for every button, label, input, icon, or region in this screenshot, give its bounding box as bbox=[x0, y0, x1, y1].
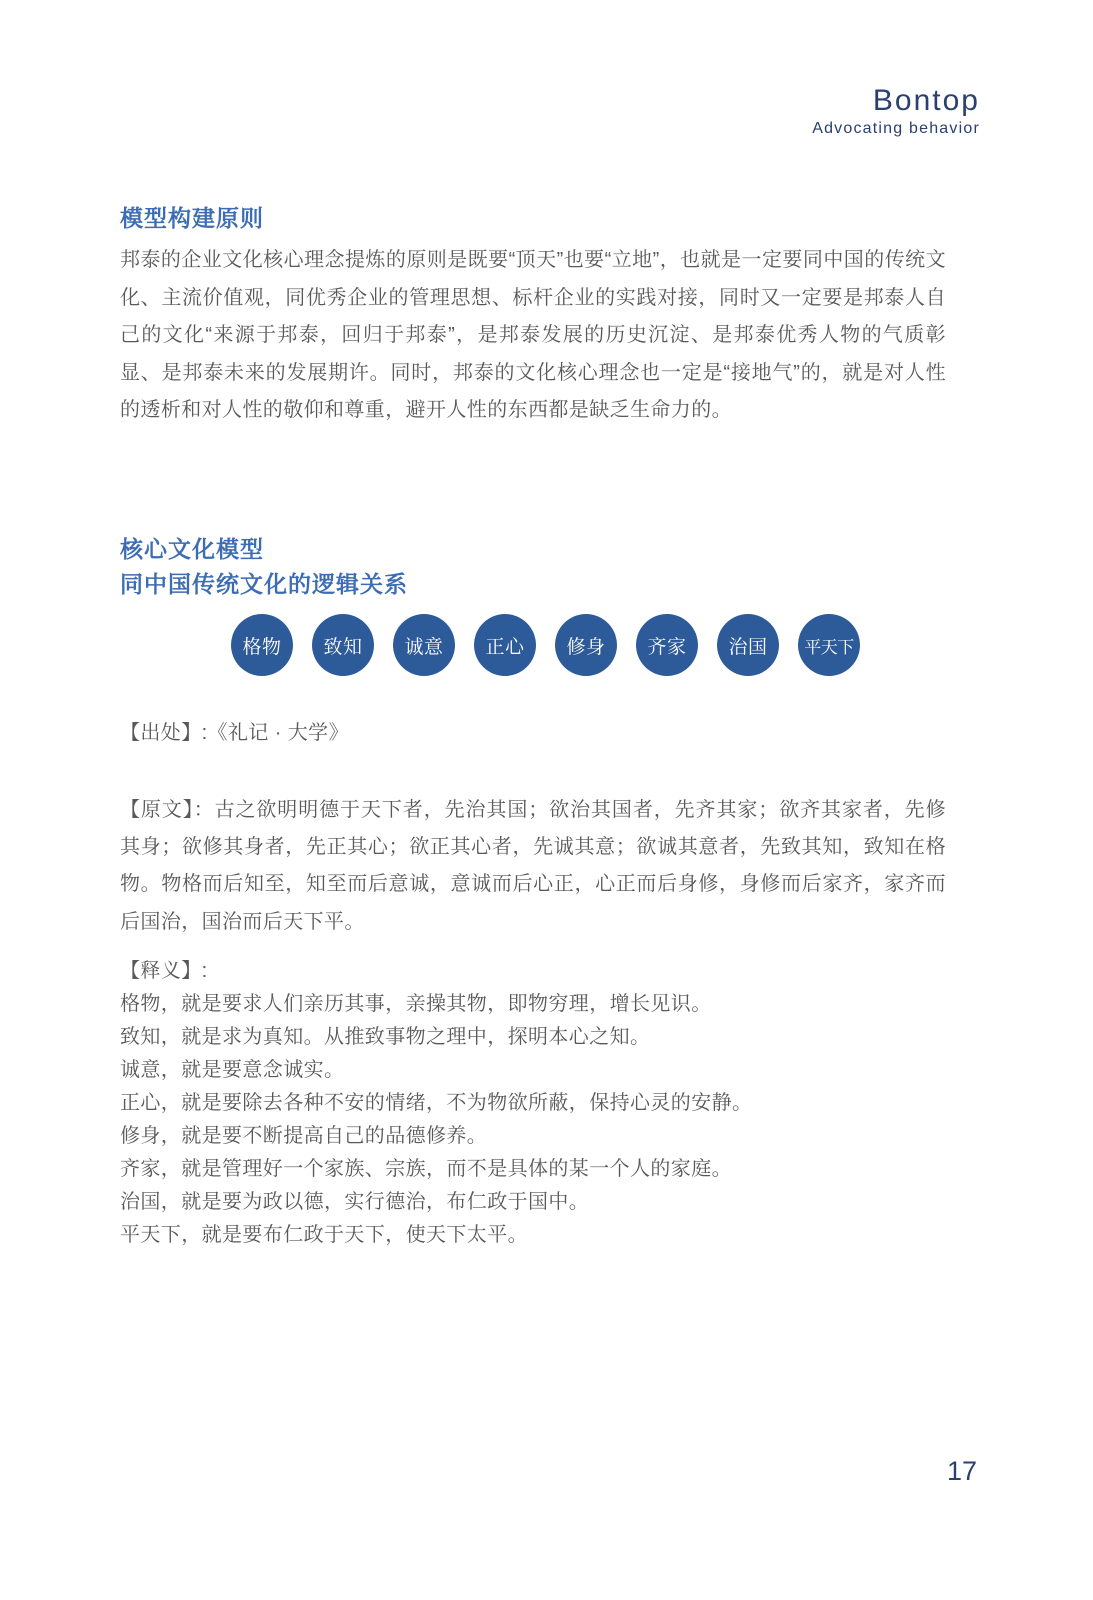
brand-tagline: Advocating behavior bbox=[812, 120, 980, 137]
interpretation-line-zhengxin: 正心，就是要除去各种不安的情绪，不为物欲所蔽，保持心灵的安静。 bbox=[120, 1092, 753, 1114]
interpretation-block bbox=[120, 955, 946, 1252]
brand-logo bbox=[812, 84, 980, 138]
core-model-title-line1: 核心文化模型 bbox=[120, 536, 264, 563]
page-number: 17 bbox=[946, 1456, 977, 1486]
interpretation-line-xiushen: 修身，就是要不断提高自己的品德修养。 bbox=[120, 1125, 488, 1147]
culture-step-circle-xiushen: 修身 bbox=[555, 614, 617, 676]
section-title-core-model bbox=[120, 532, 408, 601]
core-model-title-line2: 同中国传统文化的逻辑关系 bbox=[120, 570, 408, 597]
interpretation-line-chengyi: 诚意，就是要意念诚实。 bbox=[120, 1059, 345, 1081]
original-text-paragraph: 【原文】：古之欲明明德于天下者，先治其国；欲治其国者，先齐其家；欲齐其家者，先修其身；欲修其身者，先正其心；欲正其心者，先诚其意；欲诚其意者，先致其知，致知在格物。物格而后知至，知至而后意诚，意诚而后心正，心正而后身修，身修而后家齐，家齐而后国治，国治而后天下平。 bbox=[120, 799, 946, 933]
interpretation-line-qijia: 齐家，就是管理好一个家族、宗族，而不是具体的某一个人的家庭。 bbox=[120, 1158, 732, 1180]
brand-name: Bontop bbox=[872, 84, 980, 117]
principles-paragraph: 邦泰的企业文化核心理念提炼的原则是既要“顶天”也要“立地”，也就是一定要同中国的传统文化、主流价值观，同优秀企业的管理思想、标杆企业的实践对接，同时又一定要是邦泰人自己的文化“来源于邦泰，回归于邦泰”，是邦泰发展的历史沉淀、是邦泰优秀人物的气质彰显、是邦泰未来的发展期许。同时，邦泰的文化核心理念也一定是“接地气”的，就是对人性的透析和对人性的敬仰和尊重，避开人性的东西都是缺乏生命力的。 bbox=[120, 249, 946, 422]
interpretation-line-zhiguo: 治国，就是要为政以德，实行德治，布仁政于国中。 bbox=[120, 1191, 590, 1213]
culture-step-circle-chengyi: 诚意 bbox=[393, 614, 455, 676]
culture-step-circle-zhizhi: 致知 bbox=[312, 614, 374, 676]
interpretation-line-gewu: 格物，就是要求人们亲历其事，亲操其物，即物穷理，增长见识。 bbox=[120, 993, 712, 1015]
culture-step-circle-qijia: 齐家 bbox=[636, 614, 698, 676]
culture-step-circle-gewu: 格物 bbox=[231, 614, 293, 676]
interpretation-line-pingtianxia: 平天下，就是要布仁政于天下，使天下太平。 bbox=[120, 1224, 528, 1246]
interpretation-line-zhizhi: 致知，就是求为真知。从推致事物之理中，探明本心之知。 bbox=[120, 1026, 651, 1048]
culture-step-circle-zhiguo: 治国 bbox=[717, 614, 779, 676]
source-line: 【出处】:《礼记 · 大学》 bbox=[120, 722, 349, 744]
culture-step-circle-zhengxin: 正心 bbox=[474, 614, 536, 676]
section-title-principles: 模型构建原则 bbox=[120, 205, 264, 232]
culture-steps-row bbox=[231, 614, 860, 676]
culture-step-circle-pingtianxia: 平天下 bbox=[798, 614, 860, 676]
interpretation-label: 【释义】: bbox=[120, 960, 208, 982]
